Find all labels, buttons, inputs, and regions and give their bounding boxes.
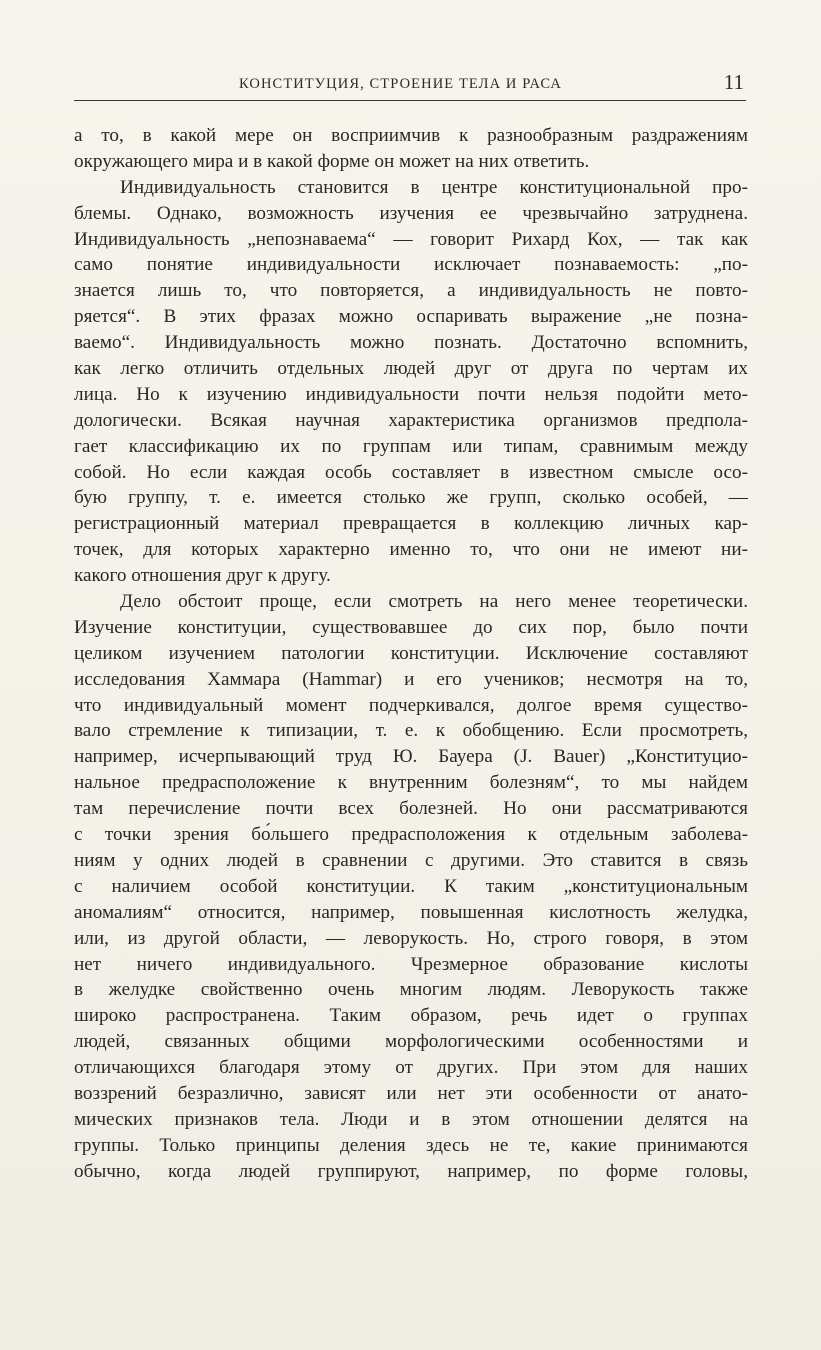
text-line: исследования Хаммара (Hammar) и его учеников; несмотря на то, xyxy=(74,668,748,690)
text-line: как легко отличить отдельных людей друг от друга по чертам их xyxy=(74,358,748,380)
text-line: аномалиям“ относится, например, повышенная кислотность желудка, xyxy=(74,901,748,923)
text-line: целиком изучением патологии конституции. Исключение составляют xyxy=(74,642,748,664)
page-number: 11 xyxy=(723,70,744,94)
text-line: Дело обстоит проще, если смотреть на него менее теоретически. xyxy=(120,591,748,613)
text-line: в желудке свойственно очень многим людям. Леворукость также xyxy=(74,979,748,1001)
text-line: ниям у одних людей в сравнении с другими. Это ставится в связь xyxy=(74,849,748,871)
text-line: знается лишь то, что повторяется, а индивидуальность не повто- xyxy=(74,280,748,302)
text-line: Индивидуальность становится в центре конституциональной про- xyxy=(120,176,748,198)
text-line: какого отношения друг к другу. xyxy=(74,565,331,587)
text-line: лица. Но к изучению индивидуальности почти нельзя подойти мето- xyxy=(74,383,748,405)
text-line: Изучение конституции, существовавшее до сих пор, было почти xyxy=(74,616,748,638)
text-line: блемы. Однако, возможность изучения ее чрезвычайно затруднена. xyxy=(74,202,748,224)
text-line: воззрений безразлично, зависят или нет эти особенности от анато- xyxy=(74,1082,748,1104)
text-line: нет ничего индивидуального. Чрезмерное образование кислоты xyxy=(74,953,748,975)
text-line: собой. Но если каждая особь составляет в известном смысле осо- xyxy=(74,461,748,483)
text-line: что индивидуальный момент подчеркивался, долгое время существо- xyxy=(74,694,748,716)
text-line: там перечисление почти всех болезней. Но они рассматриваются xyxy=(74,798,748,820)
text-line: а то, в какой мере он восприимчив к разнообразным раздражениям xyxy=(74,125,748,146)
body-text xyxy=(74,123,748,1185)
text-line: мических признаков тела. Люди и в этом отношении делятся на xyxy=(74,1108,748,1130)
text-line: само понятие индивидуальности исключает познаваемость: „по- xyxy=(74,254,748,276)
text-line: окружающего мира и в какой форме он может на них ответить. xyxy=(74,150,590,172)
text-line: Индивидуальность „непознаваема“ — говорит Рихард Кох, — так как xyxy=(74,228,748,250)
text-line: отличающихся благодаря этому от других. При этом для наших xyxy=(74,1057,748,1079)
running-title: КОНСТИТУЦИЯ, СТРОЕНИЕ ТЕЛА И РАСА xyxy=(239,76,562,92)
text-line: или, из другой области, — леворукость. Но, строго говоря, в этом xyxy=(74,927,748,949)
text-line: бую группу, т. е. имеется столько же групп, сколько особей, — xyxy=(74,487,748,509)
text-line: группы. Только принципы деления здесь не те, какие принимаются xyxy=(74,1134,748,1156)
text-line: например, исчерпывающий труд Ю. Бауера (J. Bauer) „Конституцио- xyxy=(74,746,748,768)
text-line: нальное предрасположение к внутренним болезням“, то мы найдем xyxy=(74,772,748,794)
text-line: ваемо“. Индивидуальность можно познать. Достаточно вспомнить, xyxy=(74,332,748,354)
text-line: точек, для которых характерно именно то, что они не имеют ни- xyxy=(74,539,748,561)
text-line: с наличием особой конституции. К таким „конституциональным xyxy=(74,875,748,897)
text-line: людей, связанных общими морфологическими особенностями и xyxy=(74,1031,748,1053)
text-line: ряется“. В этих фразах можно оспаривать выражение „не позна- xyxy=(74,306,748,328)
text-line: обычно, когда людей группируют, например, по форме головы, xyxy=(74,1160,748,1182)
text-line: вало стремление к типизации, т. е. к обобщению. Если просмотреть, xyxy=(74,720,748,742)
text-line: дологически. Всякая научная характеристика организмов предпола- xyxy=(74,409,748,431)
text-line: регистрационный материал превращается в коллекцию личных кар- xyxy=(74,513,748,535)
text-line: гает классификацию их по группам или типам, сравнимым между xyxy=(74,435,748,457)
text-line: широко распространена. Таким образом, речь идет о группах xyxy=(74,1005,748,1027)
text-line: с точки зрения бо́льшего предрасположения к отдельным заболева- xyxy=(74,824,748,846)
page-header xyxy=(74,66,746,101)
